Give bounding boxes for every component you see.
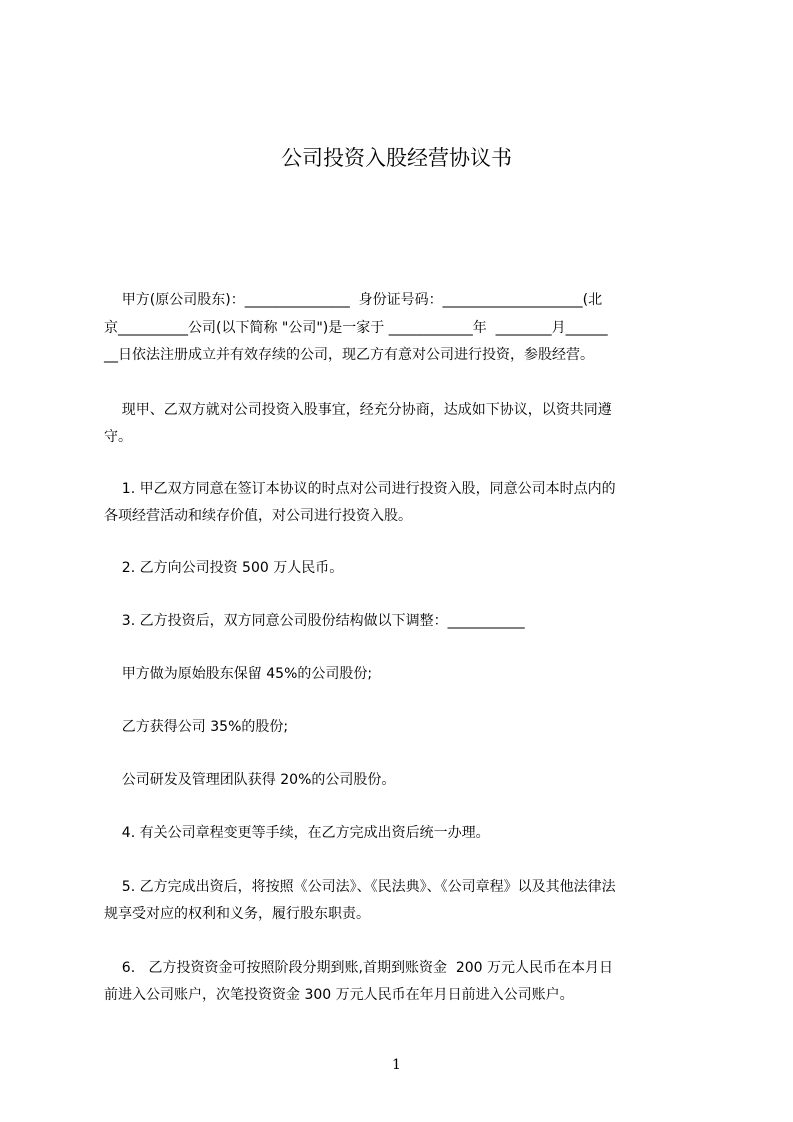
- clause-6-line: 6. 乙方投资资金可按照阶段分期到账,首期到账资金 200 万元人民币在本月日: [104, 960, 614, 976]
- page-number: 1: [392, 1057, 401, 1073]
- clause-5-line: 5. 乙方完成出资后，将按照《公司法》、《民法典》、《公司章程》以及其他法律法: [104, 879, 616, 895]
- document-title: 公司投资入股经营协议书: [281, 146, 512, 170]
- share-party-a: 甲方做为原始股东保留 45%的公司股份;: [104, 666, 373, 682]
- paragraph-line: 京__________公司(以下简称 "公司")是一家于 ____________年 ________月______: [104, 320, 608, 336]
- clause-3: 3. 乙方投资后，双方同意公司股份结构做以下调整：___________: [104, 613, 525, 629]
- clause-1-line: 各项经营活动和续存价值，对公司进行投资入股。: [104, 508, 412, 524]
- clause-5-line: 规享受对应的权利和义务，履行股东职责。: [104, 906, 370, 922]
- paragraph-line: 现甲、乙双方就对公司投资入股事宜，经充分协商，达成如下协议，以资共同遵: [104, 402, 612, 418]
- paragraph-line: __日依法注册成立并有效存续的公司，现乙方有意对公司进行投资，参股经营。: [104, 347, 594, 363]
- clause-2: 2. 乙方向公司投资 500 万人民币。: [104, 560, 344, 576]
- paragraph-line: 甲方(原公司股东)：_______________ 身份证号码：____________________(北: [104, 292, 603, 308]
- clause-4: 4. 有关公司章程变更等手续，在乙方完成出资后统一办理。: [104, 825, 490, 841]
- clause-6-line: 前进入公司账户，次笔投资资金 300 万元人民币在年月日前进入公司账户。: [104, 987, 574, 1003]
- share-team: 公司研发及管理团队获得 20%的公司股份。: [104, 772, 396, 788]
- share-party-b: 乙方获得公司 35%的股份;: [104, 719, 289, 735]
- paragraph-line: 守。: [104, 429, 132, 445]
- clause-1-line: 1. 甲乙双方同意在签订本协议的时点对公司进行投资入股，同意公司本时点内的: [104, 481, 616, 497]
